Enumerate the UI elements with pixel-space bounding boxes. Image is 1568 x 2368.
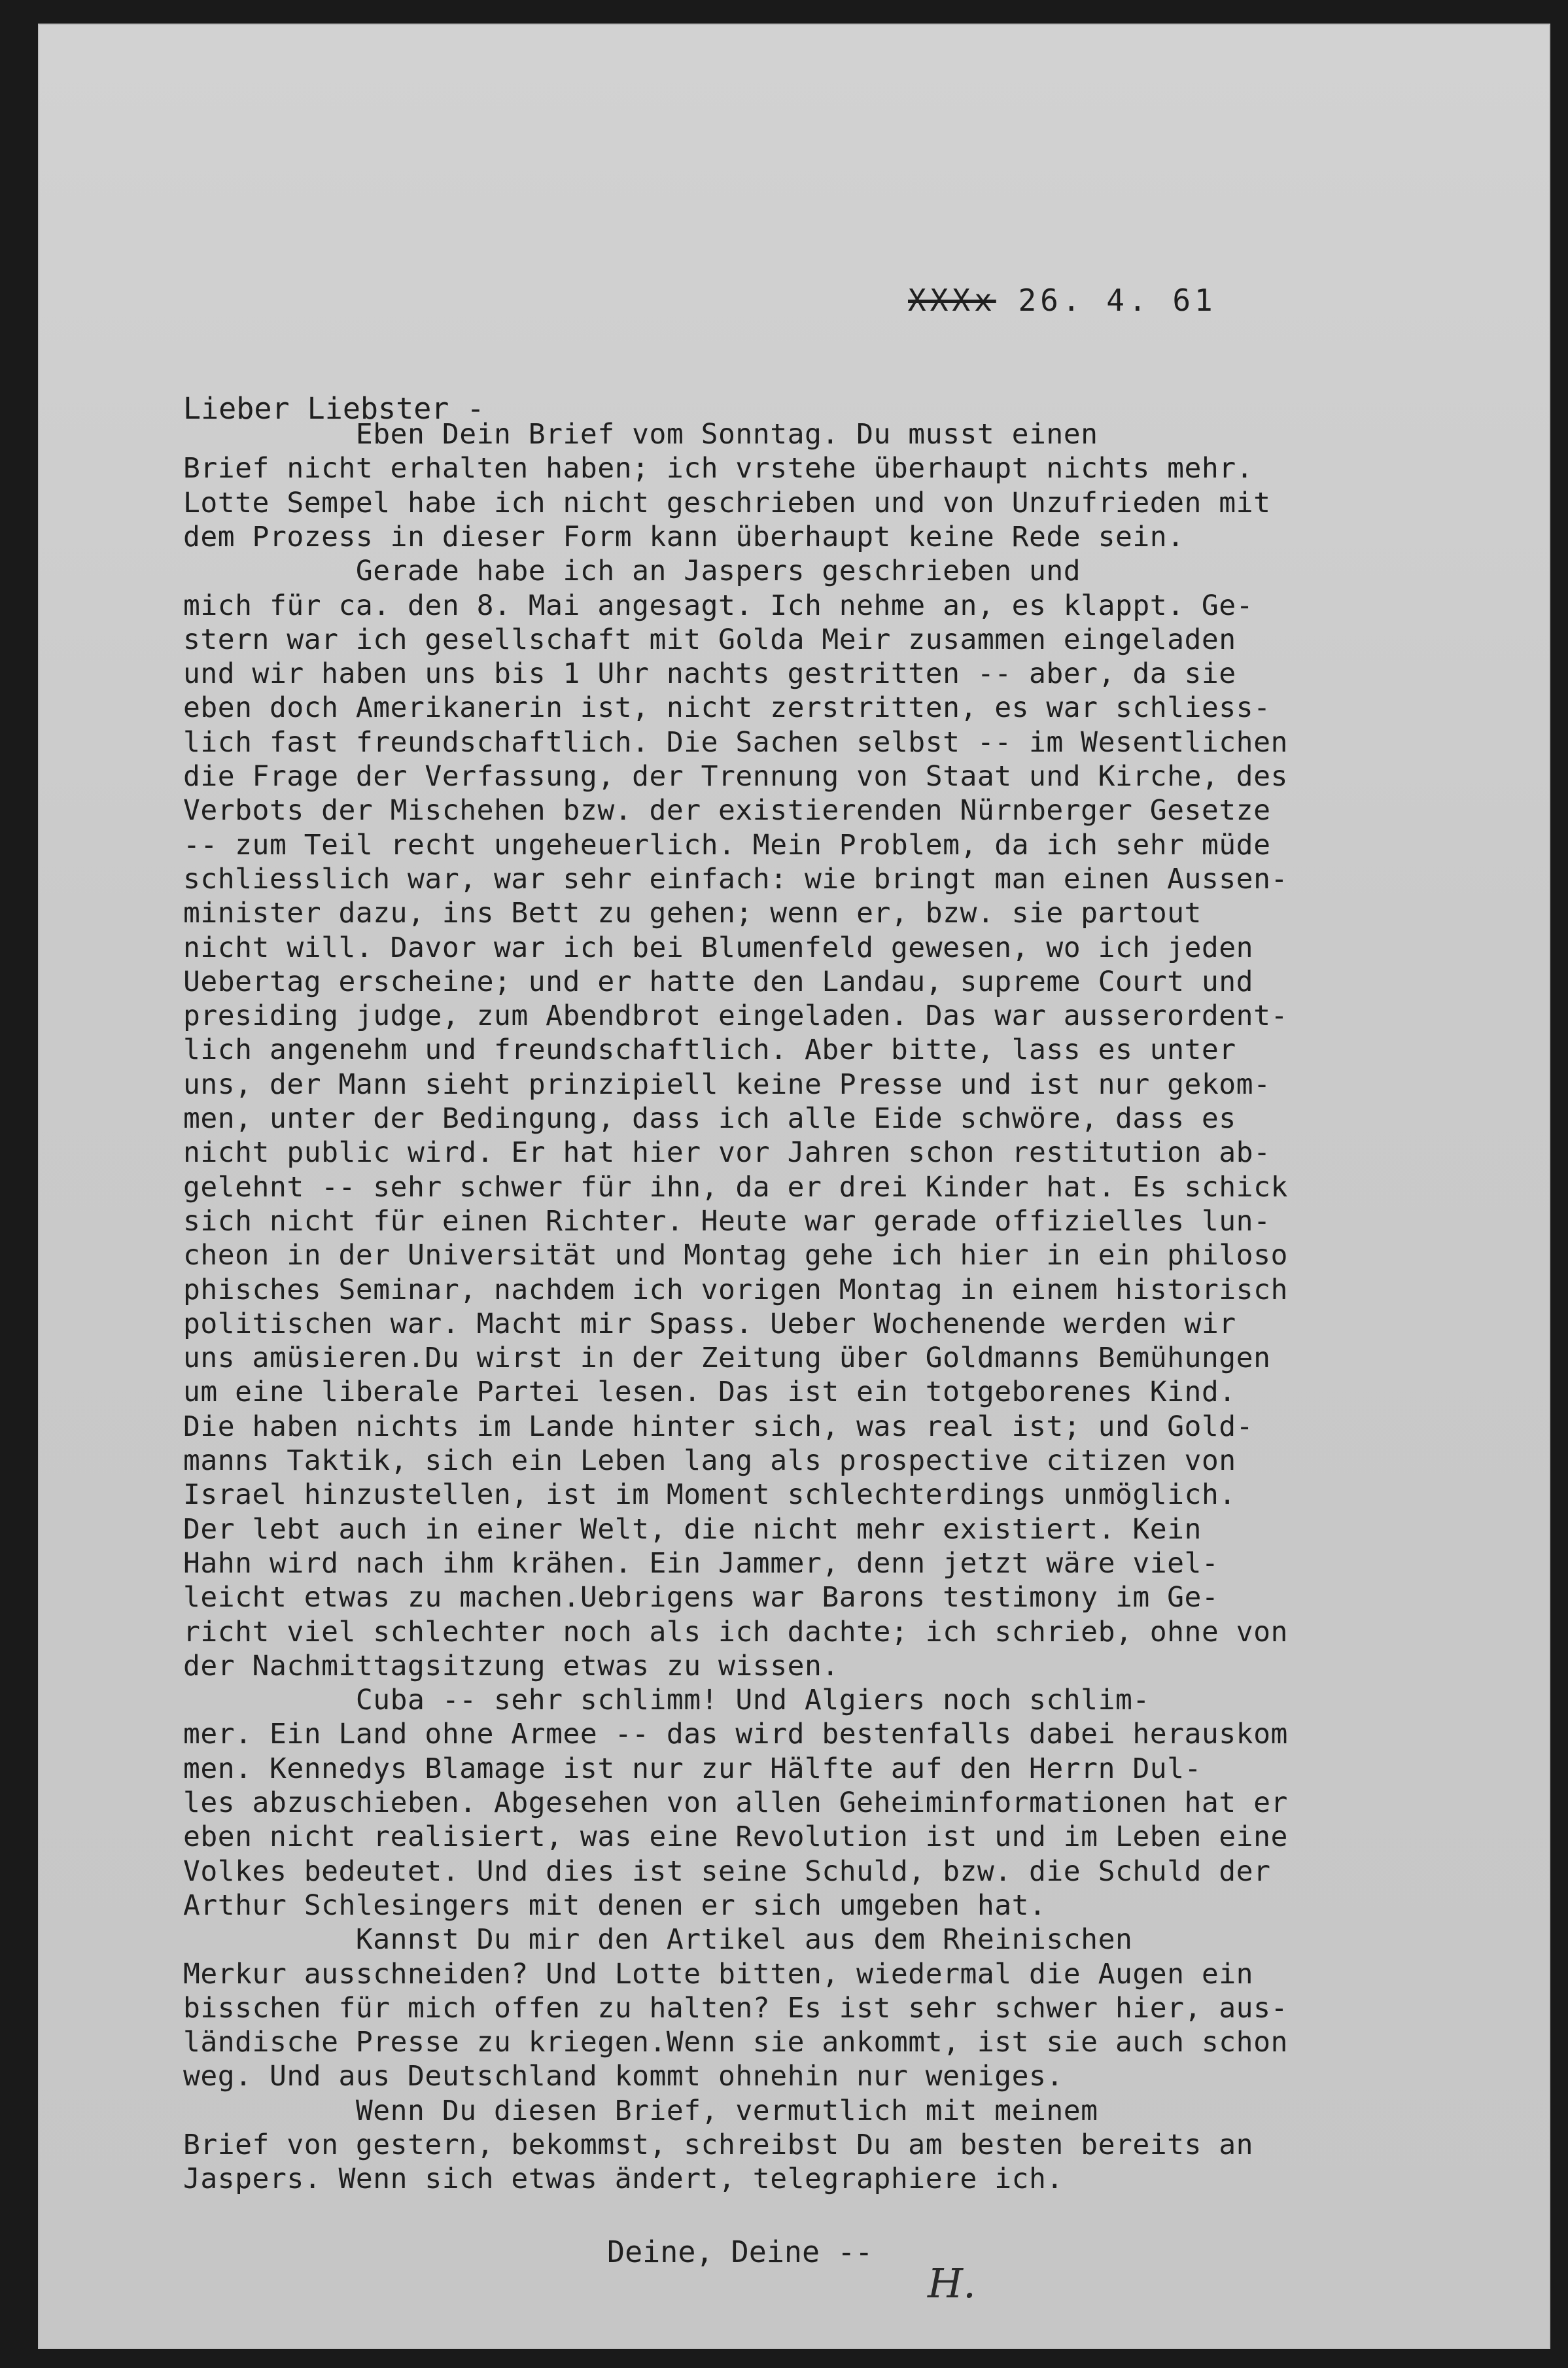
body-line: Die haben nichts im Lande hinter sich, was real ist; und Gold- [183, 1410, 1254, 1443]
body-line: Cuba -- sehr schlimm! Und Algiers noch schlim- [183, 1684, 1150, 1717]
body-line: Gerade habe ich an Jaspers geschrieben und [183, 555, 1081, 588]
letter-date: 26. 4. 61 [1018, 283, 1217, 318]
body-line: sich nicht für einen Richter. Heute war gerade offizielles lun- [183, 1204, 1271, 1238]
body-line: Brief von gestern, bekommst, schreibst Du am besten bereits an [183, 2129, 1254, 2161]
body-line: stern war ich gesellschaft mit Golda Meir zusammen eingeladen [183, 623, 1236, 656]
body-line: lich angenehm und freundschaftlich. Aber bitte, lass es unter [183, 1034, 1236, 1067]
body-line: politischen war. Macht mir Spass. Ueber Wochenende werden wir [183, 1307, 1236, 1340]
body-line: der Nachmittagsitzung etwas zu wissen. [183, 1649, 839, 1682]
body-line: manns Taktik, sich ein Leben lang als prospective citizen von [183, 1444, 1236, 1477]
body-line: Israel hinzustellen, ist im Moment schlechterdings unmöglich. [183, 1478, 1236, 1512]
body-line: Kannst Du mir den Artikel aus dem Rheinischen [183, 1923, 1133, 1957]
typed-letter [38, 24, 1550, 2349]
body-line: Eben Dein Brief vom Sonntag. Du musst einen [183, 418, 1098, 451]
body-line: mich für ca. den 8. Mai angesagt. Ich nehme an, es klappt. Ge- [183, 589, 1254, 622]
body-line: die Frage der Verfassung, der Trennung von Staat und Kirche, des [183, 760, 1288, 793]
body-line: minister dazu, ins Bett zu gehen; wenn er, bzw. sie partout [183, 897, 1202, 930]
body-line: men, unter der Bedingung, dass ich alle Eide schwöre, dass es [183, 1102, 1236, 1135]
body-line: presiding judge, zum Abendbrot eingeladen. Das war ausserordent- [183, 1000, 1288, 1033]
date-line [908, 283, 1217, 318]
closing: Deine, Deine -- [607, 2235, 873, 2269]
body-line: uns, der Mann sieht prinzipiell keine Presse und ist nur gekom- [183, 1068, 1271, 1101]
body-line: weg. Und aus Deutschland kommt ohnehin nur weniges. [183, 2060, 1064, 2093]
body-line: cheon in der Universität und Montag gehe ich hier in ein philoso [183, 1239, 1288, 1272]
body-line: eben doch Amerikanerin ist, nicht zerstritten, es war schliess- [183, 691, 1271, 725]
body-line: men. Kennedys Blamage ist nur zur Hälfte auf den Herrn Dul- [183, 1752, 1202, 1785]
body-line: lich fast freundschaftlich. Die Sachen selbst -- im Wesentlichen [183, 725, 1288, 759]
body-line: eben nicht realisiert, was eine Revolution ist und im Leben eine [183, 1820, 1288, 1854]
handwritten-signature: H. [928, 2259, 976, 2307]
body-line: -- zum Teil recht ungeheuerlich. Mein Problem, da ich sehr müde [183, 828, 1271, 862]
body-line: Hahn wird nach ihm krähen. Ein Jammer, denn jetzt wäre viel- [183, 1546, 1219, 1580]
body-line: Jaspers. Wenn sich etwas ändert, telegraphiere ich. [183, 2163, 1064, 2196]
body-line: mer. Ein Land ohne Armee -- das wird bestenfalls dabei herauskom [183, 1718, 1288, 1751]
body-line: bisschen für mich offen zu halten? Es ist sehr schwer hier, aus- [183, 1991, 1288, 2025]
body-line: uns amüsieren.Du wirst in der Zeitung über Goldmanns Bemühungen [183, 1342, 1271, 1375]
body-line: Lotte Sempel habe ich nicht geschrieben und von Unzufrieden mit [183, 486, 1271, 519]
body-line: und wir haben uns bis 1 Uhr nachts gestritten -- aber, da sie [183, 657, 1236, 691]
body-line: nicht public wird. Er hat hier vor Jahren schon restitution ab- [183, 1136, 1271, 1170]
body-line: nicht will. Davor war ich bei Blumenfeld gewesen, wo ich jeden [183, 931, 1254, 964]
body-line: leicht etwas zu machen.Uebrigens war Barons testimony im Ge- [183, 1581, 1219, 1614]
body-line: Der lebt auch in einer Welt, die nicht mehr existiert. Kein [183, 1512, 1202, 1546]
body-line: ländische Presse zu kriegen.Wenn sie ankommt, ist sie auch schon [183, 2026, 1288, 2059]
body-line: schliesslich war, war sehr einfach: wie bringt man einen Aussen- [183, 862, 1288, 896]
body-line: dem Prozess in dieser Form kann überhaupt keine Rede sein. [183, 520, 1185, 553]
greeting: Lieber Liebster - [183, 391, 485, 426]
body-line: Arthur Schlesingers mit denen er sich umgeben hat. [183, 1889, 1047, 1922]
struck-out-characters: XXXx [908, 283, 996, 318]
body-line: Uebertag erscheine; und er hatte den Landau, supreme Court und [183, 965, 1254, 998]
body-line: um eine liberale Partei lesen. Das ist ein totgeborenes Kind. [183, 1376, 1236, 1409]
body-line: richt viel schlechter noch als ich dachte; ich schrieb, ohne von [183, 1615, 1288, 1648]
body-line: phisches Seminar, nachdem ich vorigen Montag in einem historisch [183, 1273, 1288, 1306]
body-line: Brief nicht erhalten haben; ich vrstehe überhaupt nichts mehr. [183, 452, 1254, 485]
letter-page [38, 24, 1550, 2349]
body-line: Verbots der Mischehen bzw. der existierenden Nürnberger Gesetze [183, 794, 1271, 827]
body-line: Volkes bedeutet. Und dies ist seine Schuld, bzw. die Schuld der [183, 1854, 1271, 1888]
body-line: Merkur ausschneiden? Und Lotte bitten, wiedermal die Augen ein [183, 1957, 1254, 1991]
body-line: les abzuschieben. Abgesehen von allen Geheiminformationen hat er [183, 1786, 1288, 1819]
body-line: Wenn Du diesen Brief, vermutlich mit meinem [183, 2094, 1098, 2127]
body-line: gelehnt -- sehr schwer für ihn, da er drei Kinder hat. Es schick [183, 1170, 1288, 1204]
